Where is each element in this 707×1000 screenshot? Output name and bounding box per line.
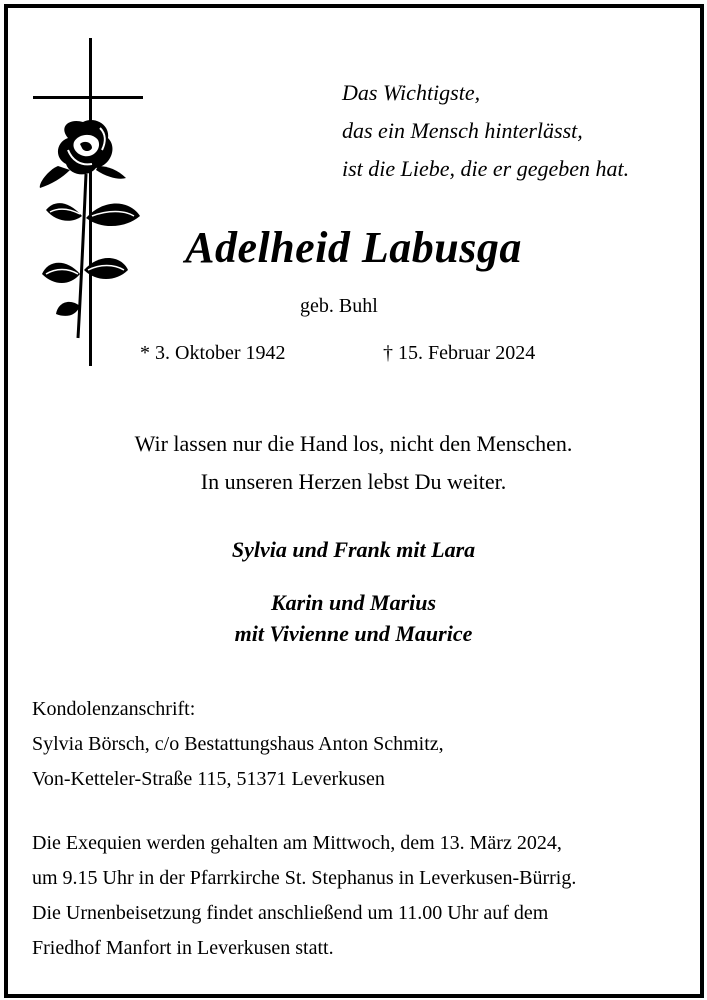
condolence-line: Kondolenzanschrift: (32, 698, 196, 720)
motto-line: Wir lassen nur die Hand los, nicht den Menschen. (134, 431, 573, 456)
maiden-name: geb. Buhl (300, 295, 378, 317)
condolence-line: Von-Ketteler-Straße 115, 51371 Leverkusen (32, 768, 385, 790)
mourners-group-1: Sylvia und Frank mit Lara (231, 537, 476, 562)
funeral-line: um 9.15 Uhr in der Pfarrkirche St. Stephanus in Leverkusen-Bürrig. (32, 867, 577, 889)
funeral-line: Die Urnenbeisetzung findet anschließend um 11.00 Uhr auf dem (32, 902, 549, 924)
mourners-line: Karin und Marius (270, 590, 437, 615)
funeral-details (32, 826, 576, 966)
mourners-line: mit Vivienne und Maurice (234, 621, 473, 646)
motto (0, 425, 707, 501)
condolence-line: Sylvia Börsch, c/o Bestattungshaus Anton Schmitz, (32, 733, 444, 755)
mourners-group-2 (0, 587, 707, 649)
birth-date: * 3. Oktober 1942 (140, 342, 286, 364)
deceased-name-text: Adelheid Labusga (185, 223, 522, 272)
condolence-address (32, 692, 444, 797)
quote (342, 74, 629, 188)
deceased-name (0, 222, 707, 273)
quote-line: Das Wichtigste, (342, 80, 481, 105)
cross-with-rose-icon (28, 38, 148, 368)
motto-line: In unseren Herzen lebst Du weiter. (200, 469, 507, 494)
quote-line: ist die Liebe, die er gegeben hat. (342, 156, 630, 181)
death-date: † 15. Februar 2024 (383, 342, 536, 364)
quote-line: das ein Mensch hinterlässt, (342, 118, 583, 143)
funeral-line: Die Exequien werden gehalten am Mittwoch, dem 13. März 2024, (32, 832, 562, 854)
funeral-line: Friedhof Manfort in Leverkusen statt. (32, 937, 334, 959)
